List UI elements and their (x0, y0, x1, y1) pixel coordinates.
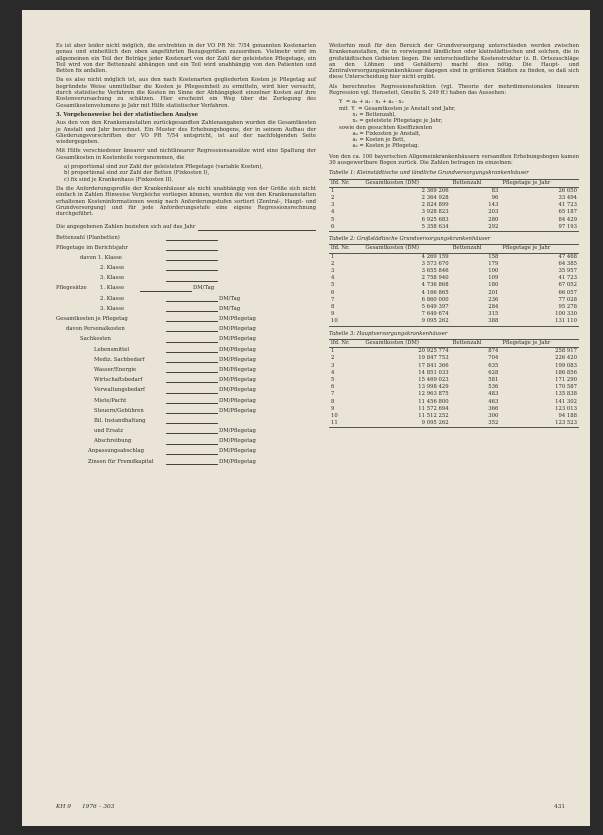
form-row-label: 3. Klasse (100, 305, 125, 312)
table-caption: Tabelle 2: Großstädtische Grundversorgungskrankenhäuser (329, 236, 491, 243)
table-row (329, 261, 579, 268)
form-blank-line (166, 376, 218, 383)
table-row (329, 370, 579, 377)
table-header-cell: Bettenzahl (451, 339, 501, 347)
table-header-cell: lfd. Nr. (329, 245, 363, 253)
form-row (56, 383, 316, 393)
form-row-label: und Ersatz (94, 428, 124, 435)
form-row-unit: DM/Tag (193, 285, 215, 292)
form-row (56, 241, 316, 251)
form-blank-line (166, 336, 218, 343)
table-cell: 300 (488, 412, 499, 419)
form-blank-line (166, 305, 218, 312)
form-row (56, 332, 316, 342)
table-cell: 171 290 (555, 376, 577, 383)
form-blank-line (166, 438, 218, 445)
table-cell: 64 385 (558, 260, 577, 267)
table-header-cell: Gesamtkosten (DM) (363, 179, 450, 187)
form-row-label: 3. Klasse (100, 275, 125, 282)
cost-split-list (64, 164, 316, 183)
form-blank-line (166, 366, 218, 373)
form-heading: Die angegebenen Zahlen beziehen sich auf das Jahr (56, 224, 196, 231)
form-row-label: 2. Klasse (100, 265, 125, 272)
table-cell: 6 (329, 224, 363, 232)
table-cell: 84 429 (558, 216, 577, 223)
table-cell: 9 (331, 311, 335, 318)
table-cell: 11 512 252 (418, 412, 449, 419)
form-line (198, 224, 316, 231)
form-row-unit: DM/Tag (219, 305, 241, 312)
table-cell: 1 (331, 348, 335, 355)
form-row-unit: DM/Pflegetag (219, 316, 256, 322)
table-row (329, 311, 579, 318)
table-row (329, 202, 579, 209)
form-row-label: davon 1. Klasse (80, 254, 122, 261)
paragraph: Aus den von den Krankenanstalten zurückgesandten Zahlenangaben wurden die Gesamtkosten je Anstalt und Jahr berechnet. Ein Muster des Erhebungsbogens, der in seinem Aufbau der Gliederungsvorschriften der VO PR 7/54 entspricht, ist auf der nachfolgenden Seite wiedergegeben. (56, 120, 316, 146)
left-column (56, 43, 316, 465)
table-header-cell: Pflegetage je Jahr (500, 339, 579, 347)
paragraph: Da die Anforderungsprofile der Krankenhäuser als nicht unabhängig von der Größe sich nicht einfach in Zahlen Hinweise Vergleiche vorliegen können, werden die von den Krankenanstalten erhaltenen Kosteninformationen wenig nach Anforderungstufen sortiert (Zentral-, Haupt- und Grundversorgung) und für jede Anforderungsstufe eine eigene Regressionsrechnung durchgeführt. (56, 185, 316, 218)
table-cell: 9 (331, 405, 335, 412)
table-cell: 47 468 (558, 253, 577, 260)
table-row (329, 318, 579, 326)
table-row (329, 187, 579, 195)
table-cell: 158 (488, 253, 499, 260)
table-cell: 7 (331, 391, 335, 398)
form-row-label: Verwaltungsbedarf (94, 387, 146, 394)
table-cell: 180 (488, 282, 499, 289)
table-header-cell: Bettenzahl (451, 179, 501, 187)
table-cell: 258 917 (555, 348, 577, 355)
table-header-cell: Gesamtkosten (DM) (363, 339, 450, 347)
table-header-row (329, 339, 579, 347)
table-cell: 109 (488, 275, 499, 282)
form-row (56, 231, 316, 241)
footer-journal (56, 804, 114, 810)
table-cell: 628 (488, 369, 499, 376)
data-table (329, 244, 579, 326)
table-cell: 4 (331, 275, 335, 282)
form-heading-row (56, 220, 316, 230)
form-row-label: Wasser/Energie (94, 366, 137, 373)
form-row-unit: DM/Pflegetag (219, 407, 256, 414)
table-cell: 8 (331, 398, 335, 405)
data-table (329, 179, 579, 232)
table-cell: 141 302 (555, 398, 577, 405)
form-row (56, 343, 316, 353)
form-row-unit: DM/Pflegetag (219, 377, 256, 384)
table-cell: 4 166 865 (421, 289, 449, 296)
form-row-label: Wirtschaftsbedarf (94, 377, 143, 384)
table-cell: 4 269 159 (421, 253, 449, 260)
paragraph: Als berechnetes Regressionsfunktion (vgl. Theorie der mehrdimensionalen linearen Regression vgl. Henseleit, Gmelin S. 249 ff.) haben das Aussehen: (329, 83, 579, 97)
table-row (329, 406, 579, 413)
table-row (329, 384, 579, 391)
form-row-label: Sachkosten (80, 336, 111, 343)
survey-form (56, 220, 316, 465)
table-row (329, 304, 579, 311)
form-blank-line (166, 234, 218, 241)
table-header-cell: lfd. Nr. (329, 179, 363, 187)
form-row (56, 353, 316, 363)
form-row-label: 1. Klasse (100, 285, 125, 292)
form-blank-line (166, 448, 218, 455)
form-blank-line (166, 356, 218, 363)
table-cell: 2 364 928 (421, 195, 449, 202)
form-row-label: Mediz. Sachbedarf (94, 356, 145, 363)
form-blank-line (166, 264, 218, 271)
table-cell: 3 573 670 (421, 260, 449, 267)
table-cell: 3 (331, 362, 335, 369)
form-row-label: Lebensmittel (94, 346, 130, 353)
form-row (56, 394, 316, 404)
table-cell: 131 110 (500, 318, 579, 326)
table-cell: 135 838 (555, 391, 577, 398)
table-row (329, 420, 579, 428)
table-cell: 11 456 800 (418, 398, 449, 405)
table-cell: 35 957 (558, 267, 577, 274)
regression-equations (339, 99, 579, 149)
table-cell: 2 824 899 (421, 202, 449, 209)
table-cell: 3 655 846 (421, 267, 449, 274)
form-row (56, 445, 316, 455)
form-row-unit: DM/Pflegetag (219, 428, 256, 435)
tables-container (329, 170, 579, 428)
document-page (22, 10, 590, 826)
table-cell: 100 330 (555, 311, 577, 318)
table-cell: 874 (488, 348, 499, 355)
form-blank-line (166, 295, 218, 302)
table-cell: 95 278 (558, 303, 577, 310)
table-cell: 11 (329, 420, 363, 428)
table-caption: Tabelle 3: Hauptversorgungskrankenhäuser (329, 330, 448, 337)
table-row (329, 355, 579, 362)
table-cell: 5 649 397 (421, 303, 449, 310)
table-row (329, 224, 579, 232)
form-row-unit: DM/Pflegetag (219, 438, 256, 445)
table-cell: 14 851 033 (418, 369, 449, 376)
table-cell: 201 (488, 289, 499, 296)
table-header-cell: Pflegetage je Jahr (500, 245, 579, 253)
form-row-unit: DM/Pflegetag (219, 387, 256, 394)
form-row-unit: DM/Pflegetag (219, 346, 256, 353)
form-blank-line (166, 244, 218, 251)
form-blank-line (140, 285, 192, 292)
table-cell: 6 (331, 289, 335, 296)
form-blank-line (166, 397, 218, 404)
table-cell: 236 (488, 296, 499, 303)
table-cell: 315 (488, 311, 499, 318)
form-blank-line (166, 387, 218, 394)
paragraph: Es ist aber leider nicht möglich, die erstrebten in der VO PR Nr. 7/54 genannten Kostenarten genau und einheitlich den oben angeführten Bezugsgrößen zuzuordnen. Vielmehr wird im allgemeinen ein Teil der Beträge jeder Kostenart von der Zahl der geleisteten Pflegetage, ein Teil wird von der Bettenzahl abhängen und ein Teil wird unabhängig von den Patienten und Betten fix anfallen. (56, 43, 316, 75)
form-row-label: Anpassungsabschlag (88, 448, 145, 455)
data-table (329, 339, 579, 428)
table-cell: 352 (451, 420, 501, 428)
table-cell: 2 369 206 (421, 187, 449, 194)
table-row (329, 268, 579, 275)
table-cell: 280 (488, 216, 499, 223)
table-cell: 13 998 429 (418, 384, 449, 391)
table-cell: 292 (451, 224, 501, 232)
table-cell: 12 963 875 (418, 391, 449, 398)
table-cell: 17 841 366 (418, 362, 449, 369)
section-title: 3. Vorgehensweise bei der statistischen Analyse (56, 111, 198, 118)
table-cell: 483 (488, 391, 499, 398)
table-cell: 2 (331, 195, 335, 202)
form-row (56, 271, 316, 281)
table-cell: 5 (331, 282, 335, 289)
table-cell: 10 (331, 412, 338, 419)
table-cell: 635 (488, 362, 499, 369)
form-blank-line (166, 275, 218, 282)
table-header-cell: Bettenzahl (451, 245, 501, 253)
table-cell: 15 469 023 (418, 376, 449, 383)
table-header-row (329, 245, 579, 253)
list-item: a) proportional sind zur Zahl der geleisteten Pflegetage (variable Kosten), (64, 164, 264, 171)
form-row-label: Pflegetage im Berichtsjahr (56, 244, 128, 251)
table-cell: 226 420 (555, 355, 577, 362)
table-row (329, 282, 579, 289)
table-row (329, 217, 579, 224)
form-row-unit: DM/Pflegetag (219, 356, 256, 363)
form-row (56, 414, 316, 424)
table-cell: 41 723 (558, 202, 577, 209)
table-cell: 66 057 (558, 289, 577, 296)
table-cell: 6 (331, 384, 335, 391)
table-row (329, 377, 579, 384)
form-row-unit: DM/Pflegetag (219, 397, 256, 404)
form-row-label: Abschreibung (94, 438, 132, 445)
table-cell: 123 523 (500, 420, 579, 428)
table-row (329, 348, 579, 356)
table-cell: 2 (331, 355, 335, 362)
table-cell: 26 050 (558, 187, 577, 194)
table-cell: 5 (331, 216, 335, 223)
form-row-unit: DM/Pflegetag (219, 366, 256, 373)
table-header-row (329, 179, 579, 187)
table-row (329, 297, 579, 304)
table-row (329, 209, 579, 216)
list-item: b) proportional sind zur Zahl der Betten (Fixkosten I), (64, 170, 210, 177)
equation-line: x₂ = geleistete Pflegetage je Jahr, (339, 118, 443, 125)
table-cell: 19 847 753 (418, 355, 449, 362)
paragraph: Weiterhin muß für den Bereich der Grundversorgung unterschieden werden zwischen Krankenanstalten, die in vorwiegend ländlichen oder kleinstädtischen und solchen, die in großstädtischen Gebieten liegen. Die unterschiedliche Kostenstruktur (z. B. Ortszuschläge an den Löhnen und Gehältern) macht dies nötig. Die Haupt- und Zentralversorgungskrankenhäuser dagegen sind in größeren Städten zu finden, so daß sich diese Unterscheidung hier nicht ergibt. (329, 43, 579, 81)
form-row-label: Bettenzahl (Planbetten) (56, 234, 120, 241)
table-row (329, 399, 579, 406)
table-cell: 536 (488, 384, 499, 391)
form-row-unit: DM/Tag (219, 295, 241, 302)
page-number: 431 (554, 804, 566, 810)
table-header-cell: lfd. Nr. (329, 339, 363, 347)
form-row (56, 251, 316, 261)
table-cell: 284 (488, 303, 499, 310)
right-column (329, 43, 579, 432)
table-cell: 8 (331, 303, 335, 310)
table-cell: 3 (331, 202, 335, 209)
table-cell: 7 649 674 (421, 311, 449, 318)
form-row (56, 322, 316, 332)
equation-line: a₀ = Fixkosten je Anstalt, (339, 130, 421, 137)
table-header-cell: Gesamtkosten (DM) (363, 245, 450, 253)
table-cell: 170 587 (555, 384, 577, 391)
form-row-label: Steuern/Gebühren (94, 407, 144, 414)
form-row-label: Gesamtkosten je Pflegetag (56, 316, 128, 322)
table-row (329, 195, 579, 202)
table-cell: 463 (488, 398, 499, 405)
table-cell: 1 (331, 253, 335, 260)
form-row-prefix: Pflegesätze (56, 285, 87, 292)
table-cell: 4 736 868 (421, 282, 449, 289)
paragraph: Mit Hilfe verschiedener linearer und nichtlinearer Regressionsansätze wird eine Spaltung der Gesamtkosten in Kostenteile vorgenommen, die (56, 148, 316, 161)
form-row-label: davon Personalkosten (66, 326, 125, 333)
table-cell: 3 (331, 267, 335, 274)
table-cell: 9 095 262 (363, 318, 450, 326)
table-cell: 3 928 823 (421, 209, 449, 216)
form-row (56, 455, 316, 465)
form-row (56, 373, 316, 383)
equation-line: Y = a₀ + a₁ · x₁ + a₂ · x₂ (339, 99, 404, 106)
table-cell: 6 925 683 (421, 216, 449, 223)
footer-issue: 1976 – 303 (81, 804, 115, 810)
form-row (56, 424, 316, 434)
form-row (56, 404, 316, 414)
table-cell: 11 572 694 (418, 405, 449, 412)
table-cell: 123 013 (555, 405, 577, 412)
form-blank-line (166, 315, 218, 322)
table-cell: 65 187 (558, 209, 577, 216)
form-row-unit: DM/Pflegetag (219, 458, 256, 465)
table-row (329, 290, 579, 297)
form-blank-line (166, 346, 218, 353)
form-row-label: 2. Klasse (100, 295, 125, 302)
table-cell: 704 (488, 355, 499, 362)
table-cell: 199 083 (555, 362, 577, 369)
table-cell: 77 028 (558, 296, 577, 303)
table-cell: 179 (488, 260, 499, 267)
table-cell: 97 193 (500, 224, 579, 232)
table-cell: 10 (329, 318, 363, 326)
table-cell: 2 (331, 260, 335, 267)
table-cell: 4 (331, 209, 335, 216)
table-row (329, 363, 579, 370)
equation-line: a₂ = Kosten je Pflegetag. (339, 143, 420, 150)
table-cell: 41 723 (558, 275, 577, 282)
form-blank-line (166, 254, 218, 261)
table-cell: 1 (331, 187, 335, 194)
form-row-label: Bil. Instandhaltung (94, 417, 146, 424)
form-blank-line (166, 407, 218, 414)
table-cell: 5 (331, 376, 335, 383)
table-cell: 96 (491, 195, 499, 202)
table-row (329, 413, 579, 420)
form-blank-line (166, 325, 218, 332)
table-cell: 4 (331, 369, 335, 376)
footer-journal-label: KH 9 (56, 804, 71, 810)
table-cell: 83 (491, 187, 499, 194)
list-item: c) fix sind je Krankenhaus (Fixkosten II). (64, 176, 174, 183)
table-row (329, 275, 579, 282)
form-row (56, 434, 316, 444)
table-caption: Tabelle 1: Kleinstädtische und ländliche Grundversorgungskrankenhäuser (329, 170, 529, 177)
form-row (56, 302, 316, 312)
table-cell: 9 095 262 (363, 420, 450, 428)
table-cell: 366 (488, 405, 499, 412)
table-cell: 186 856 (555, 369, 577, 376)
form-blank-line (166, 427, 218, 434)
form-blank-line (166, 417, 218, 424)
form-row-label: Zinsen für Fremdkapital (88, 458, 154, 465)
table-cell: 388 (451, 318, 501, 326)
table-cell: 203 (488, 209, 499, 216)
form-row (56, 292, 316, 302)
paragraph: Da es also nicht möglich ist, aus den nach Kostenarten gegliederten Kosten je Pflegetag auf begründete Weise unmittelbar die Kosten je Pflegeeinheit zu ermitteln, wird hier versucht, durch statistische Verfahren die Kosten im Sinne der Abhängigkeit einzelner Kosten auf ihre Kostenverursachung zu schätzen. Hier erscheint ein Weg über die Zerlegung des Gesamtkostenvolumens je Jahr mit Hilfe statistischer Verfahren. (56, 77, 316, 109)
form-row (56, 282, 316, 292)
table-cell: 20 925 774 (418, 348, 449, 355)
form-blank-line (166, 458, 218, 465)
table-cell: 94 188 (558, 412, 577, 419)
form-row-unit: DM/Pflegetag (219, 448, 256, 455)
table-cell: 67 052 (558, 282, 577, 289)
table-cell: 100 (488, 267, 499, 274)
form-row-unit: DM/Pflegetag (219, 326, 256, 333)
equation-line: x₁ = Bettenzahl, (339, 111, 396, 118)
table-cell: 143 (488, 202, 499, 209)
table-cell: 6 860 000 (421, 296, 449, 303)
table-cell: 5 358 634 (363, 224, 450, 232)
table-cell: 581 (488, 376, 499, 383)
form-row (56, 312, 316, 322)
table-cell: 33 494 (558, 195, 577, 202)
form-row-label: Miete/Pacht (94, 397, 127, 404)
table-cell: 7 (331, 296, 335, 303)
paragraph: Von den ca. 100 bayerischen Allgemeinkrankenhäusern versandten Erhebungsbogen kamen 30 ausgewertbare Bogen zurück. Die Zahlen betragen im einzelnen: (329, 153, 579, 167)
table-cell: 2 758 940 (421, 275, 449, 282)
form-row-unit: DM/Pflegetag (219, 336, 256, 343)
equation-line: sowie den gesuchten Koeffizienten (339, 124, 433, 131)
equation-line: a₁ = Kosten je Bett, (339, 137, 406, 144)
table-header-cell: Pflegetage je Jahr (500, 179, 579, 187)
table-row (329, 253, 579, 261)
table-row (329, 391, 579, 398)
form-row (56, 363, 316, 373)
form-row (56, 261, 316, 271)
equation-line: mit Y = Gesamtkosten je Anstalt und Jahr, (339, 105, 456, 112)
